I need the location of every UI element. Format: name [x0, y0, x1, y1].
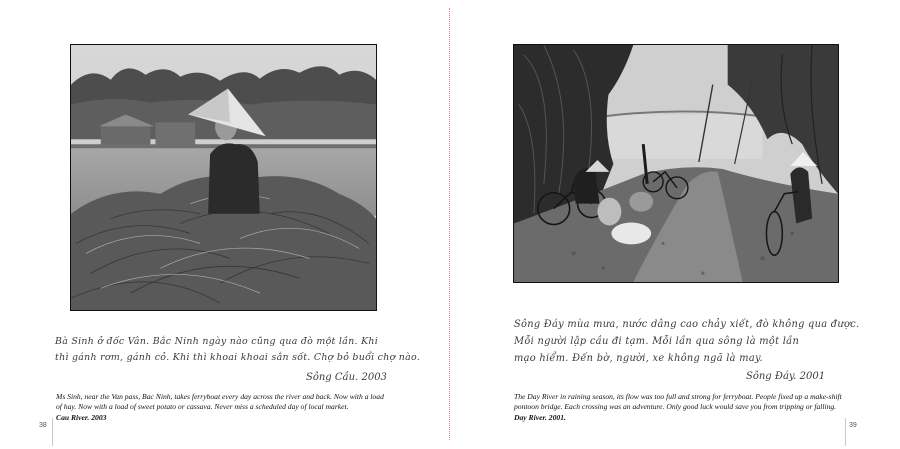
caption-text: The Day River in raining season, its flow was too full and strong for ferryboat. People fixed up a make-shift pontoon bridge. Each crossing was an adventure. Only good luck would save you from tripping or falling.: [514, 392, 842, 411]
caption-right: [514, 392, 864, 423]
handwritten-signature-left: Sông Cầu. 2003: [306, 372, 387, 383]
handwritten-line: Mỗi người lập cầu đi tạm. Mỗi lần qua sông là một lần: [514, 336, 800, 347]
photo-woman-hay: [70, 44, 377, 311]
page-tick-right: [845, 418, 846, 446]
page-tick-left: [52, 418, 53, 446]
photo-day-river-image: [514, 45, 838, 282]
handwritten-line: Bà Sinh ở đốc Vân. Bắc Ninh ngày nào cũng qua đò một lần. Khi: [55, 336, 379, 347]
handwritten-line: Sông Đáy mùa mưa, nước dâng cao chảy xiết, đò không qua được.: [514, 319, 860, 330]
caption-text: Ms Sinh, near the Van pass, Bac Ninh, takes ferryboat every day across the river and back. Now with a load of hay. Now with a load of sweet potato or cassava. Never miss a scheduled day of local market.: [56, 392, 384, 411]
photo-day-river: [513, 44, 839, 283]
center-gutter: [449, 8, 450, 440]
photo-woman-hay-image: [71, 45, 376, 310]
page-number-right: 39: [849, 422, 857, 429]
handwritten-signature-right: Sông Đáy. 2001: [746, 371, 826, 382]
caption-left: [56, 392, 386, 423]
handwritten-line: mạo hiểm. Đến bờ, người, xe không ngã là may.: [514, 353, 763, 364]
handwritten-note-left: [55, 334, 420, 366]
page-number-left: 38: [39, 422, 47, 429]
handwritten-note-right: [514, 316, 859, 367]
caption-title: Day River. 2001.: [514, 413, 566, 422]
caption-title: Cau River. 2003: [56, 413, 107, 422]
handwritten-line: thì gánh rơm, gánh cỏ. Khi thì khoai khoai sắn sốt. Chợ bỏ buổi chợ nào.: [55, 352, 421, 363]
